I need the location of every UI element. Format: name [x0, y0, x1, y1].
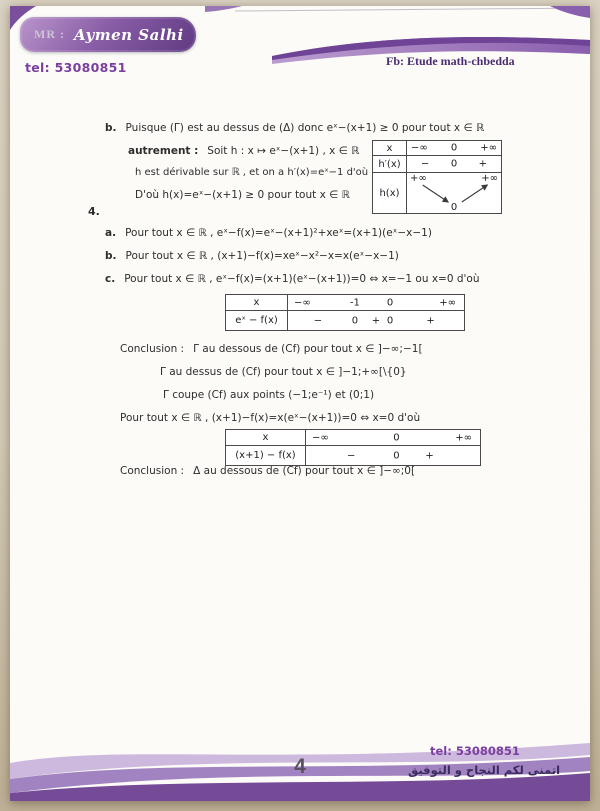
- sign-table2-row-label: (x+1) − f(x): [226, 446, 306, 465]
- sign-table2-header-row: [226, 430, 480, 446]
- sign-table1-header-values: [288, 295, 464, 310]
- conclusion1-label: Conclusion :: [120, 343, 185, 355]
- item-b-text: Puisque (Γ) est au dessus de (Δ) donc eˣ−(x+1) ≥ 0 pour tout x ∈ ℝ: [125, 122, 485, 134]
- hprime-sign-zero: 0: [450, 158, 458, 170]
- line-pour-tout-2: Pour tout x ∈ ℝ , (x+1)−f(x)=x(eˣ−(x+1))=0 ⇔ x=0 d'où: [120, 412, 421, 424]
- solution-content: [10, 6, 590, 801]
- x-value-right: +∞: [480, 142, 497, 154]
- sign-table2-sign-row: [226, 446, 480, 465]
- sign-table1-row-label: eˣ − f(x): [226, 311, 288, 330]
- conclusion4-text: Δ au dessous de (Cf) pour tout x ∈ ]−∞;0[: [193, 465, 416, 477]
- h-table-x-row: [373, 141, 501, 156]
- conclusion1-text: Γ au dessous de (Cf) pour tout x ∈ ]−∞;−1[: [193, 343, 423, 355]
- item-4b-text: Pour tout x ∈ ℝ , (x+1)−f(x)=xeˣ−x²−x=x(eˣ−x−1): [125, 250, 399, 262]
- sign-table2-signs: [306, 446, 480, 465]
- sign-table1-sign-row: [226, 311, 464, 330]
- st2-head-pinf: +∞: [455, 432, 472, 443]
- h-limit-left: +∞: [410, 173, 427, 184]
- line-4b: [105, 250, 399, 262]
- document-page: [10, 6, 590, 801]
- sign-table-x1-minus-fx: [225, 429, 481, 466]
- question-4-label: 4.: [88, 205, 100, 218]
- sign-table2-x-label: x: [226, 430, 306, 445]
- hprime-sign-left: −: [421, 158, 430, 170]
- h-table-h-values: [407, 173, 501, 213]
- st2-sign-0: −: [347, 450, 356, 461]
- st1-sign-2: +: [371, 315, 381, 326]
- mr-label: MR :: [34, 27, 65, 41]
- st2-head-zero: 0: [393, 432, 400, 443]
- hprime-sign-right: +: [478, 158, 487, 170]
- teacher-name: Aymen Salhi: [74, 25, 184, 44]
- item-4c-label: c.: [105, 273, 116, 285]
- variation-table-h: [372, 140, 502, 214]
- st1-sign-1: 0: [351, 315, 359, 326]
- st1-sign-4: +: [426, 315, 435, 326]
- h-minimum: 0: [450, 202, 458, 213]
- st1-sign-0: −: [313, 315, 323, 326]
- st1-head-pinf: +∞: [439, 297, 456, 308]
- line-conclusion1: [120, 343, 423, 355]
- line-autrement: [128, 145, 359, 157]
- item-b-label: b.: [105, 122, 117, 134]
- line-conclusion4: [120, 465, 415, 477]
- sign-table2-header-values: [306, 430, 480, 445]
- header-phone: tel: 53080851: [25, 60, 127, 75]
- sign-table1-x-label: x: [226, 295, 288, 310]
- variation-arrows-icon: [407, 173, 501, 213]
- line-b-puisque: [105, 122, 484, 134]
- st2-sign-1: 0: [393, 450, 400, 461]
- st1-head-m1: -1: [349, 297, 360, 308]
- footer-arabic-message: اتمنى لكم النجاح و التوفيق: [408, 763, 561, 777]
- footer-phone: tel: 53080851: [430, 744, 520, 758]
- h-table-h-label: h(x): [373, 173, 407, 213]
- sign-table1-signs: [288, 311, 464, 330]
- line-conclusion3: Γ coupe (Cf) aux points (−1;e⁻¹) et (0;1): [163, 389, 375, 401]
- line-4c: [105, 273, 479, 285]
- item-4b-label: b.: [105, 250, 117, 262]
- page-footer: [10, 729, 590, 801]
- sign-table1-header-row: [226, 295, 464, 311]
- st2-head-minf: −∞: [312, 432, 329, 443]
- h-table-hprime-row: [373, 156, 501, 173]
- line-dou: D'où h(x)=eˣ−(x+1) ≥ 0 pour tout x ∈ ℝ: [135, 189, 350, 201]
- h-table-x-values: [407, 141, 501, 155]
- st2-sign-2: +: [425, 450, 434, 461]
- line-conclusion2: Γ au dessus de (Cf) pour tout x ∈ ]−1;+∞[\{0}: [160, 366, 407, 378]
- h-table-h-row: [373, 173, 501, 213]
- h-table-hprime-values: [407, 156, 501, 172]
- sign-table-ex-minus-fx: [225, 294, 465, 331]
- line-derivable: h est dérivable sur ℝ , et on a h′(x)=eˣ−1 d'où: [135, 167, 369, 178]
- h-limit-right: +∞: [481, 173, 498, 184]
- h-table-x-label: x: [373, 141, 407, 155]
- x-value-mid: 0: [450, 142, 458, 154]
- x-value-left: −∞: [411, 142, 428, 154]
- item-4a-text: Pour tout x ∈ ℝ , eˣ−f(x)=eˣ−(x+1)²+xeˣ=(x+1)(eˣ−x−1): [125, 227, 432, 239]
- st1-head-zero: 0: [386, 297, 394, 308]
- item-4c-text: Pour tout x ∈ ℝ , eˣ−f(x)=(x+1)(eˣ−(x+1))=0 ⇔ x=−1 ou x=0 d'où: [124, 273, 480, 285]
- header-facebook: Fb: Etude math-chbedda: [386, 54, 515, 68]
- conclusion4-label: Conclusion :: [120, 465, 185, 477]
- st1-head-minf: −∞: [294, 297, 311, 308]
- h-table-hprime-label: h′(x): [373, 156, 407, 172]
- line-4a: [105, 227, 432, 239]
- st1-sign-3: 0: [386, 315, 394, 326]
- page-number: 4: [294, 755, 306, 778]
- item-4a-label: a.: [105, 227, 117, 239]
- autrement-label: autrement :: [128, 145, 199, 157]
- autrement-text: Soit h : x ↦ eˣ−(x+1) , x ∈ ℝ: [207, 145, 360, 157]
